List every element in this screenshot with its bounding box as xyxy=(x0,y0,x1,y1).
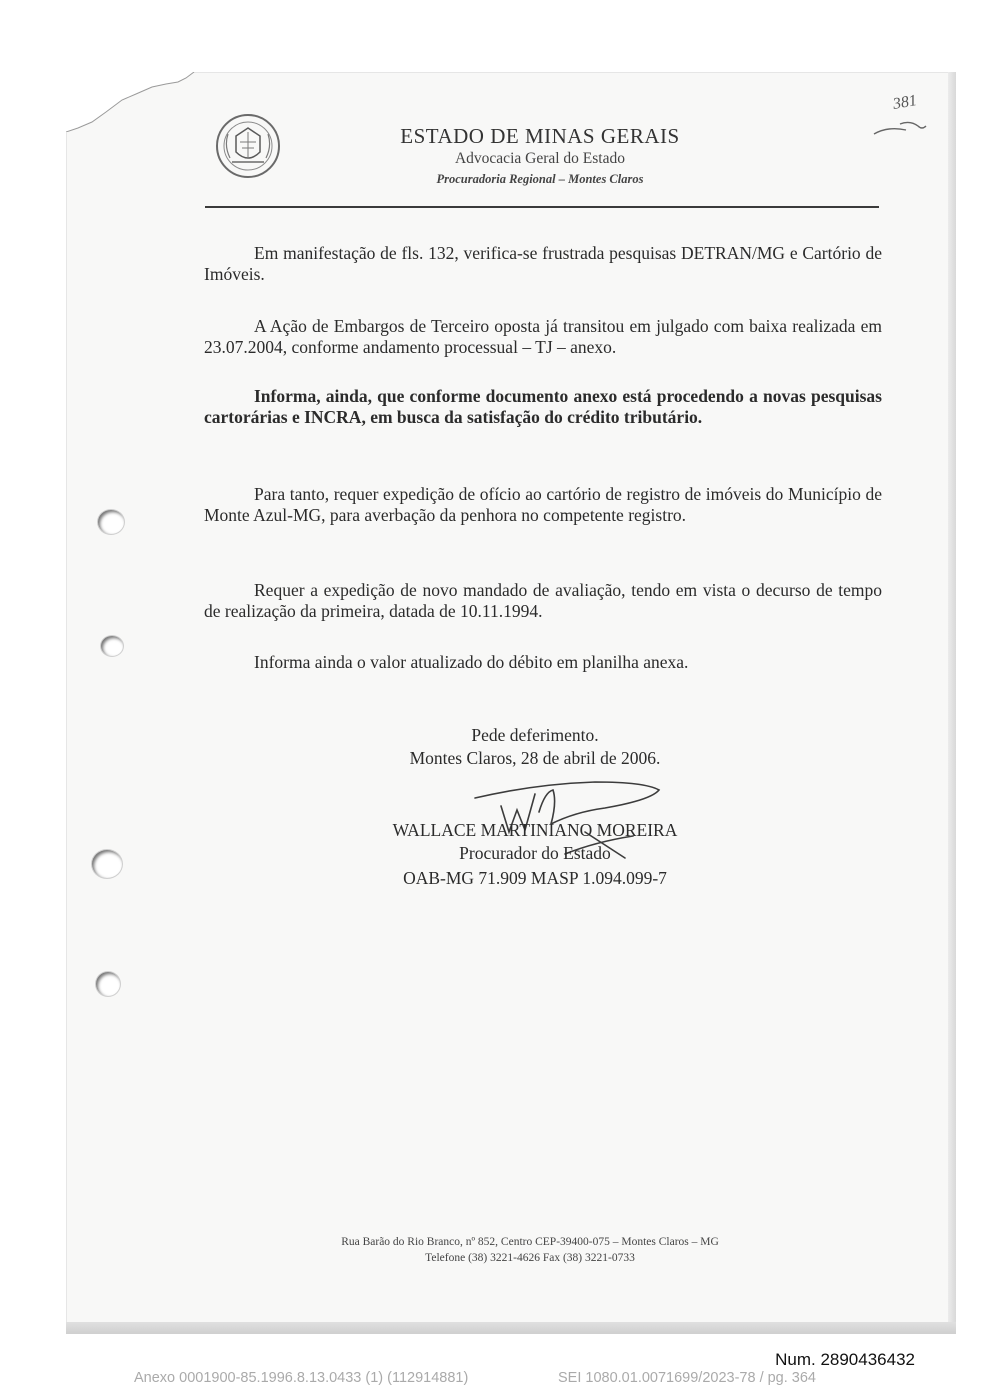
request-line: Pede deferimento. xyxy=(471,725,599,745)
paragraph-2: A Ação de Embargos de Terceiro oposta já transitou em julgado com baixa realizada em 23.07.2004, conforme andamento processual – TJ – anexo. xyxy=(204,316,882,357)
punch-hole xyxy=(92,850,122,878)
paragraph-6: Informa ainda o valor atualizado do débito em planilha anexa. xyxy=(254,652,689,672)
place-date: Montes Claros, 28 de abril de 2006. xyxy=(409,748,661,768)
annex-reference: Anexo 0001900-85.1996.8.13.0433 (1) (112914881) xyxy=(134,1370,469,1386)
footer-address: Rua Barão do Rio Branco, nº 852, Centro CEP-39400-075 – Montes Claros – MG xyxy=(341,1236,719,1248)
header-office: Advocacia Geral do Estado xyxy=(454,150,625,167)
footer-phones: Telefone (38) 3221-4626 Fax (38) 3221-0733 xyxy=(425,1252,635,1264)
paragraph-4: Para tanto, requer expedição de ofício ao cartório de registro de imóveis do Município de Monte Azul-MG, para averbação da penhora no competente registro. xyxy=(204,484,882,525)
punch-hole xyxy=(98,510,124,534)
signer-name: WALLACE MARTINIANO MOREIRA xyxy=(392,820,678,840)
torn-corner-icon xyxy=(66,72,196,132)
signer-ids: OAB-MG 71.909 MASP 1.094.099-7 xyxy=(403,868,667,888)
punch-hole xyxy=(96,972,120,996)
header-divider xyxy=(205,206,879,208)
header-unit: Procuradoria Regional – Montes Claros xyxy=(436,172,644,186)
initials-mark-icon xyxy=(866,96,936,140)
paragraph-3-bold: Informa, ainda, que conforme documento anexo está procedendo a novas pesquisas cartorárias e INCRA, em busca da satisfação do crédito tributário. xyxy=(204,386,882,427)
signer-title: Procurador do Estado xyxy=(459,843,611,863)
document-number: Num. 2890436432 xyxy=(775,1350,915,1369)
paragraph-5: Requer a expedição de novo mandado de avaliação, tendo em vista o decurso de tempo de realização da primeira, datada de 10.11.1994. xyxy=(204,580,882,621)
sei-reference: SEI 1080.01.0071699/2023-78 / pg. 364 xyxy=(558,1370,816,1386)
page-edge-shadow xyxy=(948,72,956,1334)
coat-of-arms-seal-icon xyxy=(214,112,282,180)
paragraph-1: Em manifestação de fls. 132, verifica-se frustrada pesquisas DETRAN/MG e Cartório de Imóveis. xyxy=(204,243,882,284)
punch-hole xyxy=(101,636,123,656)
handwritten-page-number: 381 xyxy=(891,92,919,113)
page-bottom-shadow xyxy=(66,1322,956,1334)
header-state: ESTADO DE MINAS GERAIS xyxy=(400,124,680,148)
